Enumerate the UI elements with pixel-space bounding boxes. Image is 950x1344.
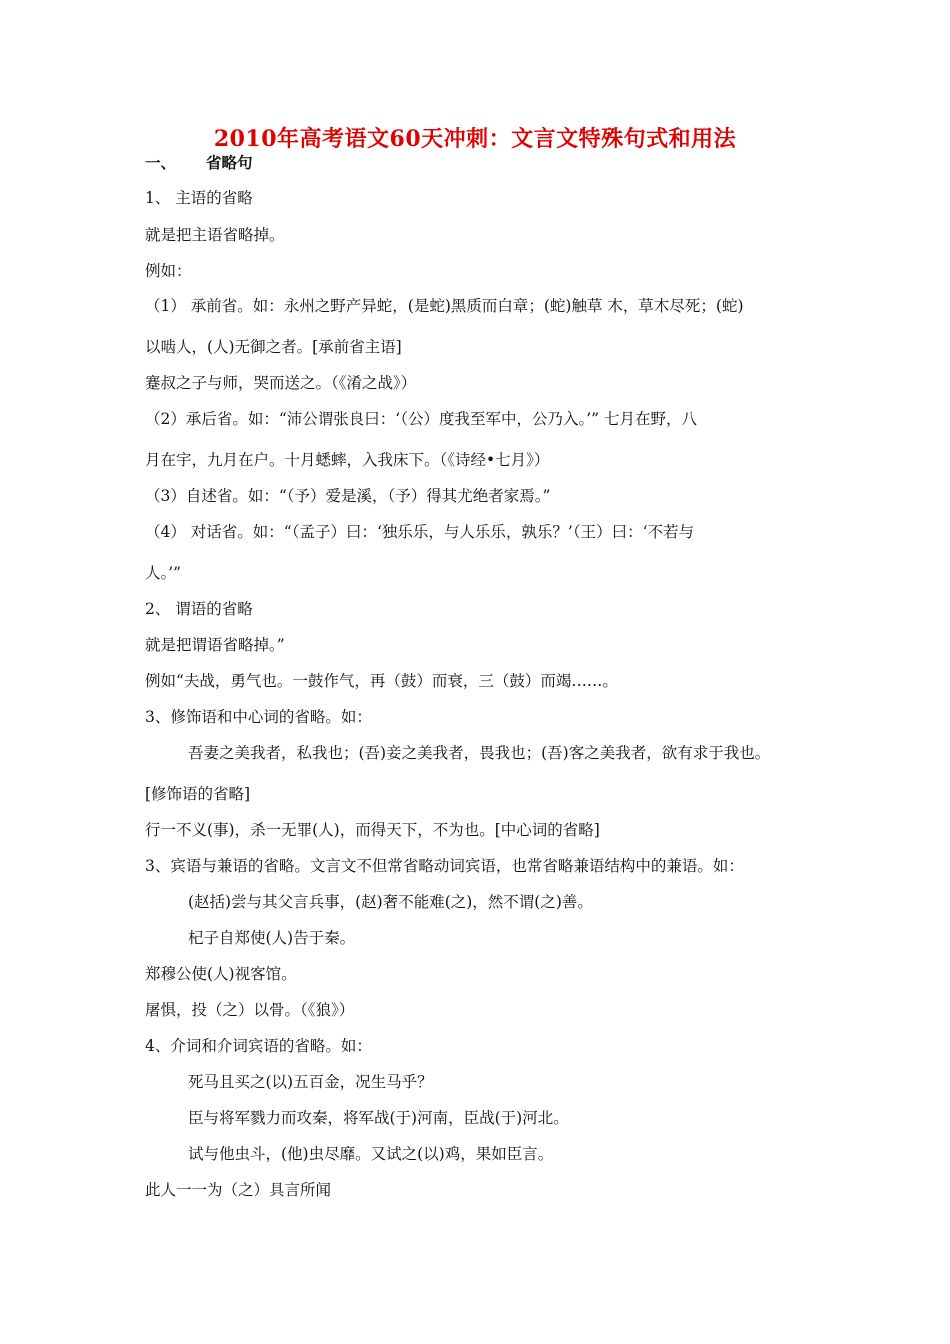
text-line: 此人一一为（之）具言所闻 [145,1181,332,1199]
text-line: （2）承后省。如：“沛公谓张良曰：‘（公）度我至军中，公乃入。’” 七月在野，八 [145,410,697,428]
text-line: （4） 对话省。如：“（孟子）曰：‘独乐乐，与人乐乐，孰乐？’（王）曰：‘不若与 [145,523,694,541]
text-line: 蹇叔之子与师，哭而送之。（《淆之战》） [145,374,417,392]
text-line: 臣与将军戮力而攻秦，将军战(于)河南，臣战(于)河北。 [188,1109,569,1127]
section-heading [145,153,253,173]
text-line: 以啮人，(人)无御之者。[承前省主语] [145,338,402,356]
text-line: 3、宾语与兼语的省略。文言文不但常省略动词宾语，也常省略兼语结构中的兼语。如： [145,857,744,875]
text-line: 月在宇，九月在户。十月蟋蟀，入我床下。（《诗经•七月》） [145,451,550,469]
text-line: 人。’” [145,564,182,582]
text-line: 行一不义(事)，杀一无罪(人)，而得天下，不为也。[中心词的省略] [145,821,600,839]
text-line: 1、 主语的省略 [145,189,253,207]
section-number: 一、 [145,153,177,172]
text-line: 死马且买之(以)五百金，况生马乎？ [188,1073,433,1091]
text-line: 就是把主语省略掉。 [145,226,285,244]
text-line: 4、介词和介词宾语的省略。如： [145,1037,372,1055]
text-line: 屠惧，投（之）以骨。（《狼》） [145,1001,355,1019]
text-line: 郑穆公使(人)视客馆。 [145,965,297,983]
text-line: 2、 谓语的省略 [145,600,253,618]
text-line: [修饰语的省略] [145,785,251,803]
text-line: 吾妻之美我者，私我也；(吾)妾之美我者，畏我也；(吾)客之美我者，欲有求于我也。 [188,744,771,762]
document-title: 2010年高考语文60天冲刺：文言文特殊句式和用法 [213,126,737,152]
text-line: 例如“夫战，勇气也。一鼓作气，再（鼓）而衰，三（鼓）而竭……。 [145,672,618,690]
text-line: （1） 承前省。如：永州之野产异蛇，(是蛇)黑质而白章；(蛇)触草 木，草木尽死；(蛇) [145,297,744,315]
text-line: (赵括)尝与其父言兵事，(赵)奢不能难(之)，然不谓(之)善。 [188,893,593,911]
text-line: （3）自述省。如：“（予）爱是溪，（予）得其尤绝者家焉。” [145,487,551,505]
text-line: 就是把谓语省略掉。” [145,636,285,654]
text-line: 杞子自郑使(人)告于秦。 [188,929,356,947]
text-line: 例如： [145,262,192,280]
text-line: 试与他虫斗，(他)虫尽靡。又试之(以)鸡，果如臣言。 [188,1145,554,1163]
section-title: 省略句 [206,153,253,172]
text-line: 3、修饰语和中心词的省略。如： [145,708,372,726]
